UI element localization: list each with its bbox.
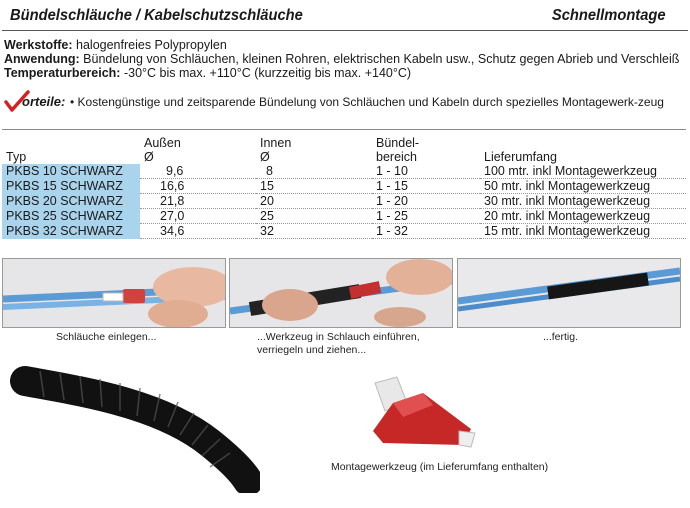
- cell-typ: PKBS 32 SCHWARZ: [2, 224, 140, 239]
- anwendung-label: Anwendung:: [4, 52, 80, 66]
- tool-in-hose-illustration: [230, 259, 452, 327]
- caption-tool: Montagewerkzeug (im Lieferumfang enthalten): [331, 461, 549, 473]
- cell-typ: PKBS 20 SCHWARZ: [2, 194, 140, 209]
- cell-typ: PKBS 25 SCHWARZ: [2, 209, 140, 224]
- table-row: [2, 164, 686, 179]
- anwendung-value: Bündelung von Schläuchen, kleinen Rohren, elektrischen Kabeln usw., Schutz gegen Abrieb und Verschleiß: [83, 52, 680, 66]
- werkstoffe-label: Werkstoffe:: [4, 38, 73, 52]
- temperatur-line: [4, 66, 411, 80]
- col-bereich: Bündel- bereich: [372, 130, 480, 165]
- cell-innen: 15: [256, 179, 372, 194]
- cell-innen: 32: [256, 224, 372, 239]
- table-row: [2, 224, 686, 239]
- werkstoffe-value: halogenfreies Polypropylen: [76, 38, 227, 52]
- vorteile-label: orteile:: [22, 94, 66, 109]
- cell-bereich: 1 - 25: [372, 209, 480, 224]
- cell-typ: PKBS 15 SCHWARZ: [2, 179, 140, 194]
- cell-aussen: 34,6: [140, 224, 256, 239]
- caption-step2-line2: verriegeln und ziehen...: [257, 344, 367, 356]
- finished-bundle-illustration: [458, 259, 680, 327]
- werkstoffe-line: [4, 38, 227, 52]
- table-header-row: [2, 130, 686, 165]
- anwendung-line: [4, 52, 679, 66]
- col-aussen: Außen Ø: [140, 130, 256, 165]
- table-row: [2, 179, 686, 194]
- vorteile-text: [70, 95, 670, 110]
- cell-liefer: 15 mtr. inkl Montagewerkzeug: [480, 224, 686, 239]
- col-typ: Typ: [2, 130, 140, 165]
- col-liefer: Lieferumfang: [480, 130, 686, 165]
- bullet: •: [70, 95, 75, 109]
- temperatur-value: -30°C bis max. +110°C (kurzzeitig bis max. +140°C): [123, 66, 412, 80]
- spiral-hose-image: [10, 363, 260, 493]
- cell-liefer: 20 mtr. inkl Montagewerkzeug: [480, 209, 686, 224]
- cell-bereich: 1 - 15: [372, 179, 480, 194]
- cell-aussen: 16,6: [140, 179, 256, 194]
- caption-step3: ...fertig.: [543, 331, 579, 343]
- header-right-label: Schnellmontage: [552, 7, 666, 24]
- table-row: [2, 209, 686, 224]
- col-innen: Innen Ø: [256, 130, 372, 165]
- cell-innen: 20: [256, 194, 372, 209]
- photo-step-done: [457, 258, 681, 328]
- cell-innen: 25: [256, 209, 372, 224]
- caption-step1: Schläuche einlegen...: [56, 331, 157, 343]
- cell-typ: PKBS 10 SCHWARZ: [2, 164, 140, 179]
- cell-liefer: 50 mtr. inkl Montagewerkzeug: [480, 179, 686, 194]
- cell-bereich: 1 - 10: [372, 164, 480, 179]
- cell-bereich: 1 - 32: [372, 224, 480, 239]
- cell-innen: 8: [256, 164, 372, 179]
- cell-aussen: 27,0: [140, 209, 256, 224]
- table-row: [2, 194, 686, 209]
- caption-step2-line1: ...Werkzeug in Schlauch einführen,: [257, 331, 420, 343]
- temperatur-label: Temperaturbereich:: [4, 66, 121, 80]
- page-header: [0, 4, 690, 30]
- page-title: Bündelschläuche / Kabelschutzschläuche: [10, 7, 303, 24]
- montage-tool-image: [363, 373, 478, 455]
- cell-bereich: 1 - 20: [372, 194, 480, 209]
- product-table: [2, 129, 686, 239]
- photo-step-tool: [229, 258, 453, 328]
- cell-liefer: 30 mtr. inkl Montagewerkzeug: [480, 194, 686, 209]
- cell-aussen: 9,6: [140, 164, 256, 179]
- vorteile-description: Kostengünstige und zeitsparende Bündelung von Schläuchen und Kabeln durch spezielles Montagewerk-zeug: [77, 95, 664, 109]
- cell-aussen: 21,8: [140, 194, 256, 209]
- photo-step-insert: [2, 258, 226, 328]
- hoses-hands-illustration: [3, 259, 225, 327]
- header-divider: [2, 30, 688, 31]
- cell-liefer: 100 mtr. inkl Montagewerkzeug: [480, 164, 686, 179]
